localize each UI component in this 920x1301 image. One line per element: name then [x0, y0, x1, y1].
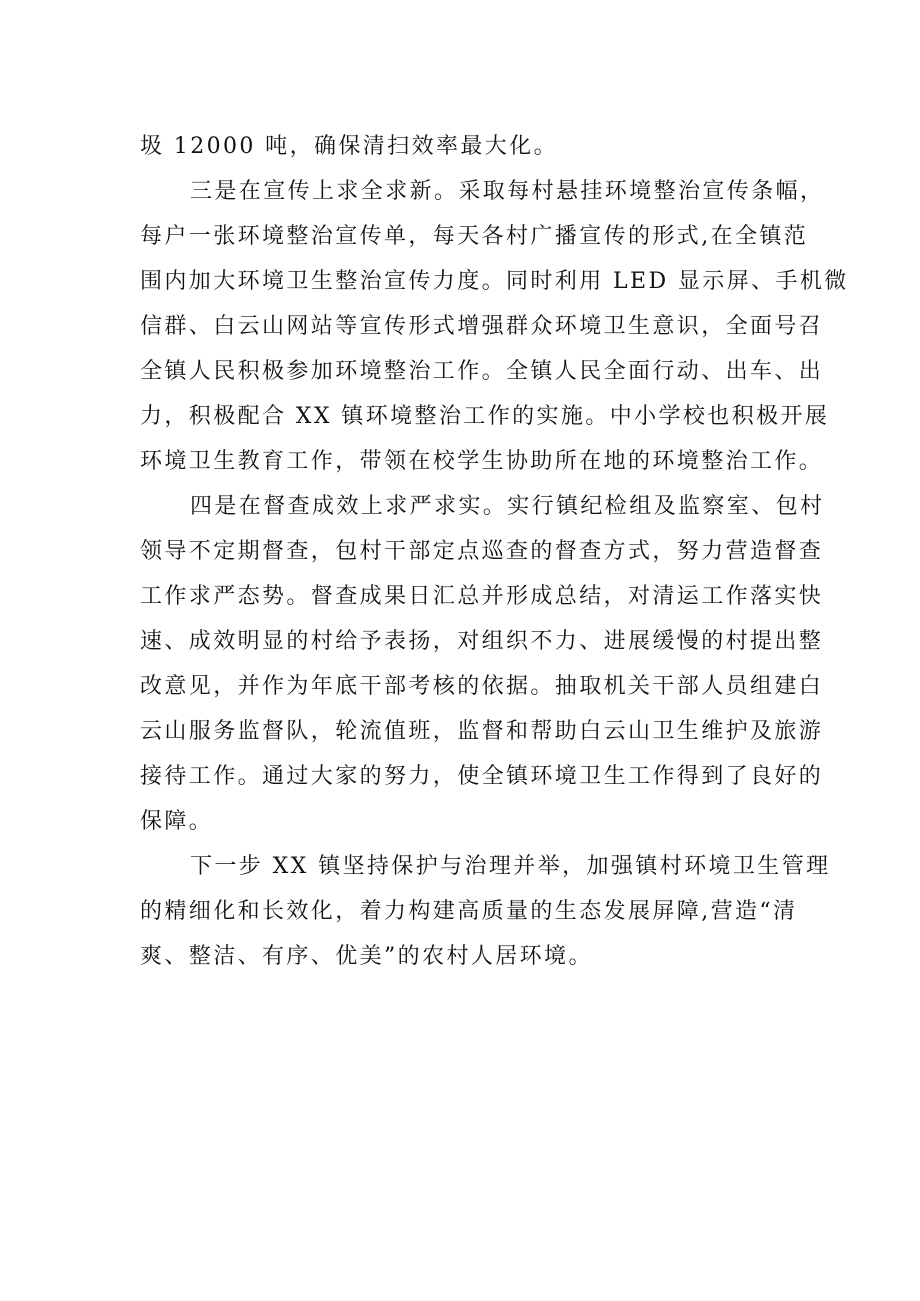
- paragraph-line: 信群、白云山网站等宣传形式增强群众环境卫生意识，全面号召: [140, 314, 824, 339]
- paragraph-line: 速、成效明显的村给予表扬，对组织不力、进展缓慢的村提出整: [140, 629, 824, 654]
- paragraph-line: 云山服务监督队，轮流值班，监督和帮助白云山卫生维护及旅游: [140, 719, 824, 744]
- paragraph-line: 四是在督查成效上求严求实。实行镇纪检组及监察室、包村: [190, 494, 825, 519]
- paragraph-line: 下一步 XX 镇坚持保护与治理并举，加强镇村环境卫生管理: [190, 854, 831, 879]
- paragraph-line: 的精细化和长效化，着力构建高质量的生态发展屏障,营造“清: [140, 899, 798, 924]
- paragraph-line: 接待工作。通过大家的努力，使全镇环境卫生工作得到了良好的: [140, 764, 824, 789]
- paragraph-line: 环境卫生教育工作，带领在校学生协助所在地的环境整治工作。: [140, 449, 824, 474]
- paragraph-line: 保障。: [140, 809, 214, 834]
- paragraph-line: 每户一张环境整治宣传单，每天各村广播宣传的形式,在全镇范: [140, 224, 809, 249]
- paragraph-line: 围内加大环境卫生整治宣传力度。同时利用 LED 显示屏、手机微: [140, 269, 849, 294]
- paragraph-line: 爽、整洁、有序、优美”的农村人居环境。: [140, 944, 593, 969]
- paragraph-line: 领导不定期督查，包村干部定点巡查的督查方式，努力营造督查: [140, 539, 824, 564]
- paragraph-line: 三是在宣传上求全求新。采取每村悬挂环境整治宣传条幅，: [190, 179, 825, 204]
- paragraph-line: 全镇人民积极参加环境整治工作。全镇人民全面行动、出车、出: [140, 359, 824, 384]
- paragraph-line: 工作求严态势。督查成果日汇总并形成总结，对清运工作落实快: [140, 584, 824, 609]
- paragraph-line: 力，积极配合 XX 镇环境整治工作的实施。中小学校也积极开展: [140, 404, 830, 429]
- paragraph-line: 改意见，并作为年底干部考核的依据。抽取机关干部人员组建白: [140, 674, 824, 699]
- document-body: [140, 124, 849, 979]
- paragraph-line: 圾 12000 吨，确保清扫效率最大化。: [140, 134, 558, 159]
